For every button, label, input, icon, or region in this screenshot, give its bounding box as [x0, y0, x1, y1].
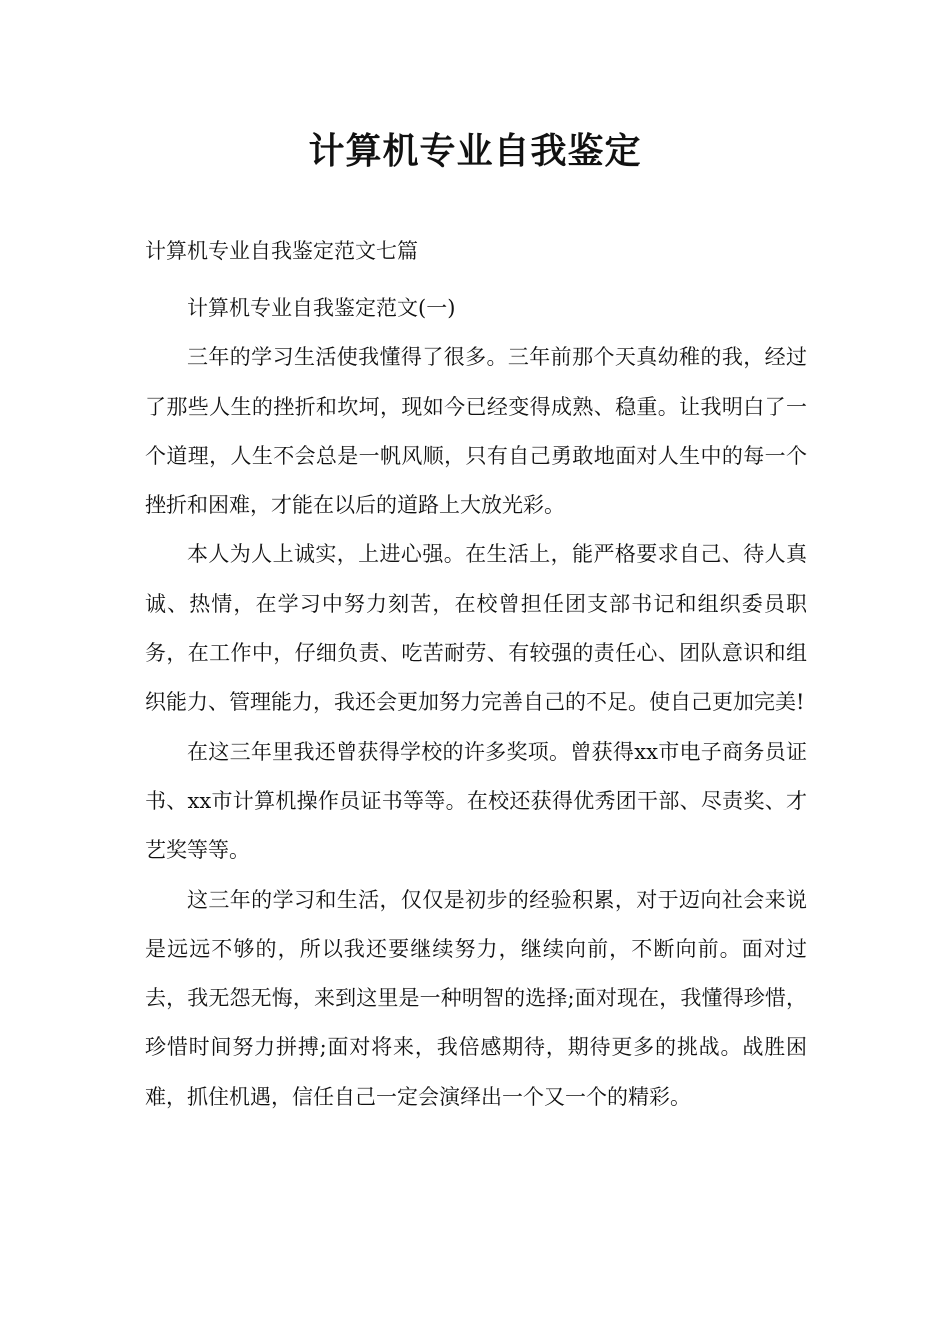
- document-title: 计算机专业自我鉴定: [308, 131, 642, 172]
- paragraph: 这三年的学习和生活，仅仅是初步的经验积累，对于迈向社会来说是远远不够的，所以我还要继续努力，继续向前，不断向前。面对过去，我无怨无悔，来到这里是一种明智的选择;面对现在，我懂得珍惜，珍惜时间努力拼搏;面对将来，我倍感期待，期待更多的挑战。战胜困难，抓住机遇，信任自己一定会演绎出一个又一个的精彩。: [145, 887, 807, 1109]
- section-heading: 计算机专业自我鉴定范文(一): [187, 296, 456, 320]
- paragraph: 在这三年里我还曾获得学校的许多奖项。曾获得xx市电子商务员证书、xx市计算机操作员证书等等。在校还获得优秀团干部、尽责奖、才艺奖等等。: [145, 739, 807, 863]
- paragraph: 本人为人上诚实，上进心强。在生活上，能严格要求自己、待人真诚、热情，在学习中努力刻苦，在校曾担任团支部书记和组织委员职务，在工作中，仔细负责、吃苦耐劳、有较强的责任心、团队意识和组织能力、管理能力，我还会更加努力完善自己的不足。使自己更加完美!: [145, 542, 807, 715]
- document-body: [145, 284, 807, 1122]
- paragraph: 三年的学习生活使我懂得了很多。三年前那个天真幼稚的我，经过了那些人生的挫折和坎坷，现如今已经变得成熟、稳重。让我明白了一个道理，人生不会总是一帆风顺，只有自己勇敢地面对人生中的每一个挫折和困难，才能在以后的道路上大放光彩。: [145, 345, 807, 518]
- document-subtitle: 计算机专业自我鉴定范文七篇: [145, 239, 418, 263]
